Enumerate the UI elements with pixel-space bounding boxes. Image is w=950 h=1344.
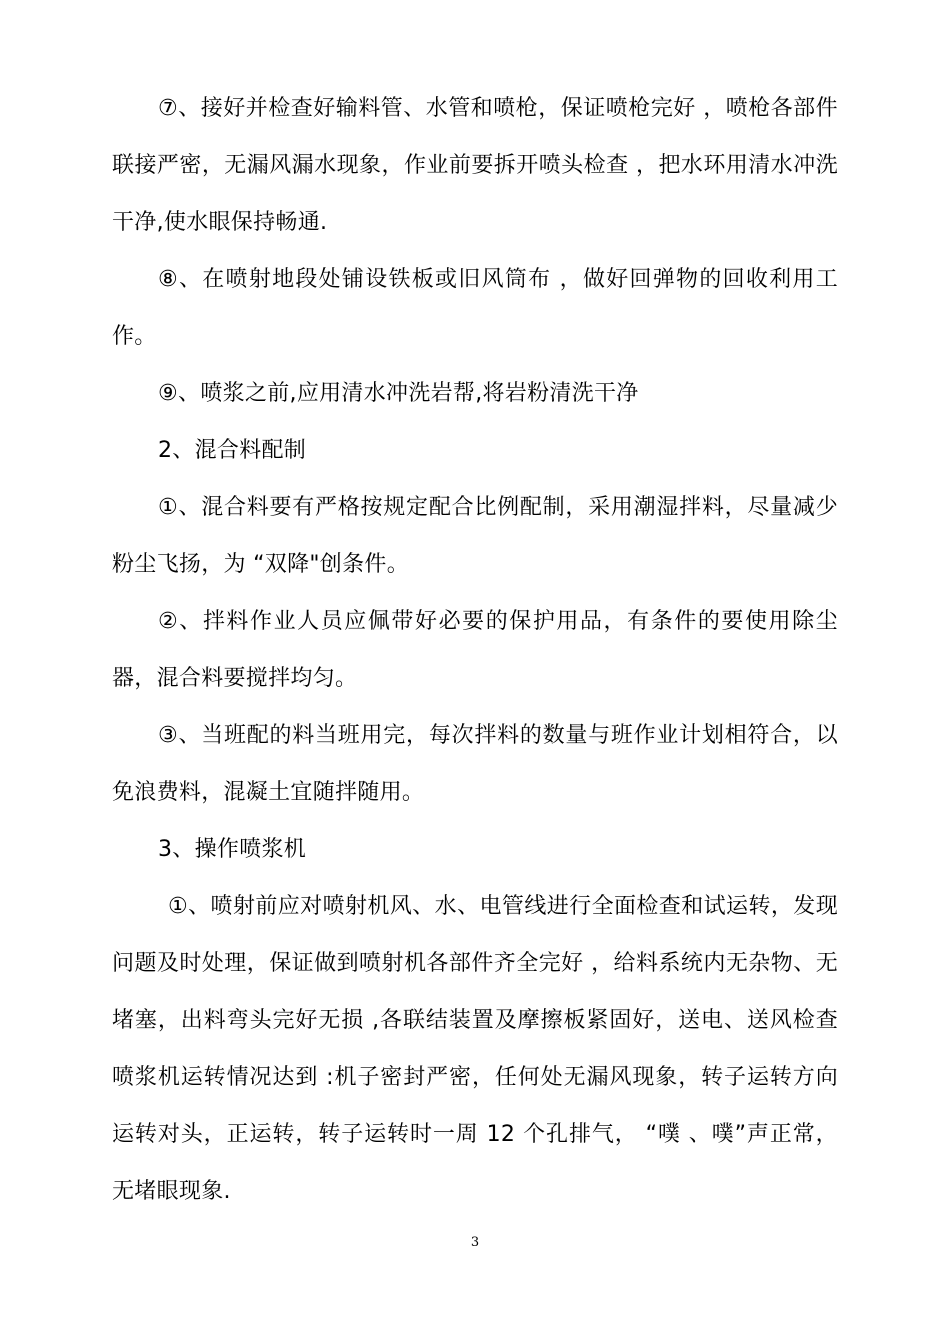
paragraph-item-7: ⑦、接好并检查好输料管、水管和喷枪，保证喷枪完好 ，喷枪各部件联接严密，无漏风漏水现象，作业前要拆开喷头检查 ，把水环用清水冲洗干净,使水眼保持畅通.	[112, 96, 838, 235]
section-heading-operate-sprayer: 3、操作喷浆机	[158, 837, 307, 862]
paragraph-item-8: ⑧、在喷射地段处铺设铁板或旧风筒布 ，做好回弹物的回收利用工作。	[112, 267, 838, 349]
paragraph-item-9: ⑨、喷浆之前,应用清水冲洗岩帮,将岩粉清洗干净	[158, 381, 639, 406]
paragraph-mix-item-1: ①、混合料要有严格按规定配合比例配制，采用潮湿拌料，尽量减少粉尘飞扬，为 “双降"创条件。	[112, 495, 838, 577]
paragraph-mix-item-2: ②、拌料作业人员应佩带好必要的保护用品，有条件的要使用除尘器，混合料要搅拌均匀。	[112, 609, 838, 691]
document-body	[112, 80, 838, 1220]
paragraph-mix-item-3: ③、当班配的料当班用完，每次拌料的数量与班作业计划相符合，以免浪费料，混凝土宜随拌随用。	[112, 723, 838, 805]
page-number: 3	[470, 1235, 480, 1250]
section-heading-mix-preparation: 2、混合料配制	[158, 438, 307, 463]
paragraph-sprayer-item-1: ①、喷射前应对喷射机风、水、电管线进行全面检查和试运转，发现问题及时处理，保证做到喷射机各部件齐全完好 ，给料系统内无杂物、无堵塞，出料弯头完好无损 ,各联结装置及摩擦板紧固好，送电、送风检查喷浆机运转情况达到 :机子密封严密，任何处无漏风现象，转子运转方向运转对头，正运转，转子运转时一周 12 个孔排气， “噗 、噗”声正常，无堵眼现象.	[112, 894, 838, 1204]
